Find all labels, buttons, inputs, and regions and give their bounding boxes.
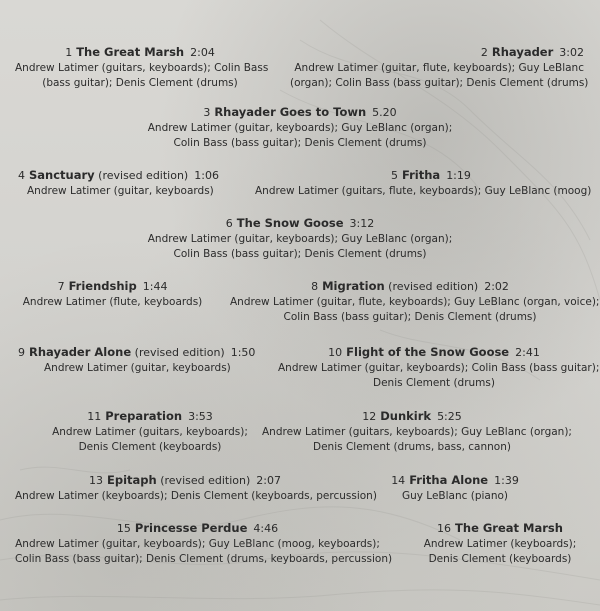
track-number: 11 — [87, 410, 102, 423]
track-number: 5 — [391, 169, 398, 182]
track-title: Sanctuary — [29, 168, 95, 182]
track-heading — [412, 520, 588, 537]
track-duration: 2:02 — [484, 280, 509, 293]
track-credits: Colin Bass (bass guitar); Denis Clement (drums) — [173, 137, 427, 149]
track-credits: Andrew Latimer (guitar, keyboards); Colin Bass (bass guitar); — [278, 362, 600, 374]
track-title: Dunkirk — [380, 409, 432, 423]
track-1 — [15, 44, 269, 91]
track-9 — [18, 344, 288, 376]
track-edition-note: (revised edition) — [98, 169, 189, 182]
track-heading — [15, 472, 355, 489]
track-credits: Denis Clement (keyboards) — [78, 441, 222, 453]
track-number: 13 — [89, 474, 103, 487]
track-edition-note: (revised edition) — [388, 280, 479, 293]
track-credits: Andrew Latimer (guitars, keyboards); Colin Bass — [15, 62, 269, 74]
track-credits: Andrew Latimer (keyboards); — [423, 538, 577, 550]
track-number: 6 — [225, 217, 233, 230]
track-11 — [40, 408, 260, 455]
track-title: Rhayader Goes to Town — [214, 105, 367, 119]
track-credits: Colin Bass (bass guitar); Denis Clement (drums, keyboards, percussion) — [15, 553, 393, 565]
track-duration: 3:53 — [188, 410, 213, 423]
track-title: The Great Marsh — [455, 521, 563, 535]
track-duration: 2:07 — [256, 474, 281, 487]
track-credits: Andrew Latimer (guitar, keyboards); Guy LeBlanc (organ); — [147, 122, 453, 134]
track-title: Migration — [322, 279, 385, 293]
track-2 — [290, 44, 589, 91]
track-4 — [18, 167, 258, 199]
track-13 — [15, 472, 377, 504]
track-credits: Andrew Latimer (guitar, keyboards); Guy LeBlanc (moog, keyboards); — [15, 538, 380, 550]
track-credits: (bass guitar); Denis Clement (drums) — [42, 77, 238, 89]
track-credits: Andrew Latimer (guitar, flute, keyboards); Guy LeBlanc — [294, 62, 584, 74]
track-title: Flight of the Snow Goose — [346, 345, 510, 359]
track-number: 4 — [18, 169, 25, 182]
track-heading — [15, 44, 265, 61]
track-number: 1 — [65, 46, 73, 59]
track-credits: Colin Bass (bass guitar); Denis Clement (drums) — [173, 248, 427, 260]
track-duration: 5.20 — [372, 106, 397, 119]
track-heading — [130, 104, 470, 121]
track-number: 16 — [437, 522, 452, 535]
track-duration: 2:41 — [515, 346, 540, 359]
track-title: Fritha — [402, 168, 441, 182]
track-credits: Denis Clement (drums) — [373, 377, 495, 389]
track-number: 8 — [311, 280, 319, 293]
track-credits: Andrew Latimer (guitar, keyboards) — [27, 185, 214, 197]
track-heading — [375, 472, 535, 489]
track-heading — [278, 344, 590, 361]
track-title: The Snow Goose — [236, 216, 344, 230]
track-heading — [18, 167, 258, 184]
track-credits: Andrew Latimer (guitars, flute, keyboards); Guy LeBlanc (moog) — [255, 185, 592, 197]
track-heading — [262, 408, 562, 425]
track-14 — [375, 472, 535, 504]
track-15 — [15, 520, 393, 567]
track-heading — [290, 44, 584, 61]
track-duration: 1:39 — [494, 474, 519, 487]
track-title: Rhayader — [491, 45, 554, 59]
track-duration: 1:19 — [446, 169, 471, 182]
track-8 — [230, 278, 600, 325]
track-credits: Andrew Latimer (guitars, keyboards); — [52, 426, 248, 438]
track-credits: Andrew Latimer (keyboards); Denis Clement (keyboards, percussion) — [15, 490, 377, 502]
track-title: Rhayader Alone — [29, 345, 132, 359]
track-number: 7 — [57, 280, 65, 293]
track-edition-note: (revised edition) — [160, 474, 251, 487]
track-10 — [278, 344, 600, 391]
track-3 — [130, 104, 470, 151]
track-credits: Colin Bass (bass guitar); Denis Clement (drums) — [283, 311, 537, 323]
track-credits: Andrew Latimer (flute, keyboards) — [22, 296, 203, 308]
track-credits: Andrew Latimer (guitar, keyboards); Guy LeBlanc (organ); — [147, 233, 453, 245]
track-credits: Guy LeBlanc (piano) — [401, 490, 509, 502]
track-edition-note: (revised edition) — [134, 346, 225, 359]
track-duration: 1:50 — [230, 346, 256, 359]
track-duration: 1:44 — [142, 280, 168, 293]
track-heading — [10, 278, 215, 295]
track-heading — [40, 408, 260, 425]
track-number: 12 — [362, 410, 377, 423]
track-heading — [230, 278, 590, 295]
track-duration: 5:25 — [437, 410, 462, 423]
track-number: 2 — [480, 46, 488, 59]
track-number: 10 — [328, 346, 343, 359]
track-7 — [10, 278, 215, 310]
track-title: Friendship — [68, 279, 137, 293]
track-number: 9 — [18, 346, 25, 359]
track-credits: Andrew Latimer (guitar, keyboards) — [44, 362, 231, 374]
track-number: 15 — [116, 522, 131, 535]
track-heading — [255, 167, 584, 184]
track-title: Epitaph — [107, 473, 157, 487]
track-title: Princesse Perdue — [134, 521, 248, 535]
track-duration: 4:46 — [253, 522, 279, 535]
track-5 — [255, 167, 592, 199]
track-title: Preparation — [105, 409, 183, 423]
track-heading — [18, 344, 288, 361]
track-6 — [130, 215, 470, 262]
track-duration: 1:06 — [194, 169, 219, 182]
track-credits: Denis Clement (keyboards) — [428, 553, 572, 565]
track-16 — [412, 520, 588, 567]
track-number: 14 — [391, 474, 406, 487]
track-duration: 3:12 — [349, 217, 375, 230]
track-credits: Andrew Latimer (guitars, keyboards); Guy LeBlanc (organ); — [262, 426, 572, 438]
track-heading — [130, 215, 470, 232]
track-credits: (organ); Colin Bass (bass guitar); Denis Clement (drums) — [290, 77, 589, 89]
track-credits: Denis Clement (drums, bass, cannon) — [313, 441, 511, 453]
track-title: Fritha Alone — [409, 473, 489, 487]
track-credits: Andrew Latimer (guitar, flute, keyboards); Guy LeBlanc (organ, voice); — [230, 296, 600, 308]
track-duration: 3:02 — [559, 46, 584, 59]
track-title: The Great Marsh — [76, 45, 185, 59]
track-duration: 2:04 — [190, 46, 215, 59]
track-12 — [262, 408, 572, 455]
track-heading — [15, 520, 380, 537]
track-number: 3 — [203, 106, 211, 119]
